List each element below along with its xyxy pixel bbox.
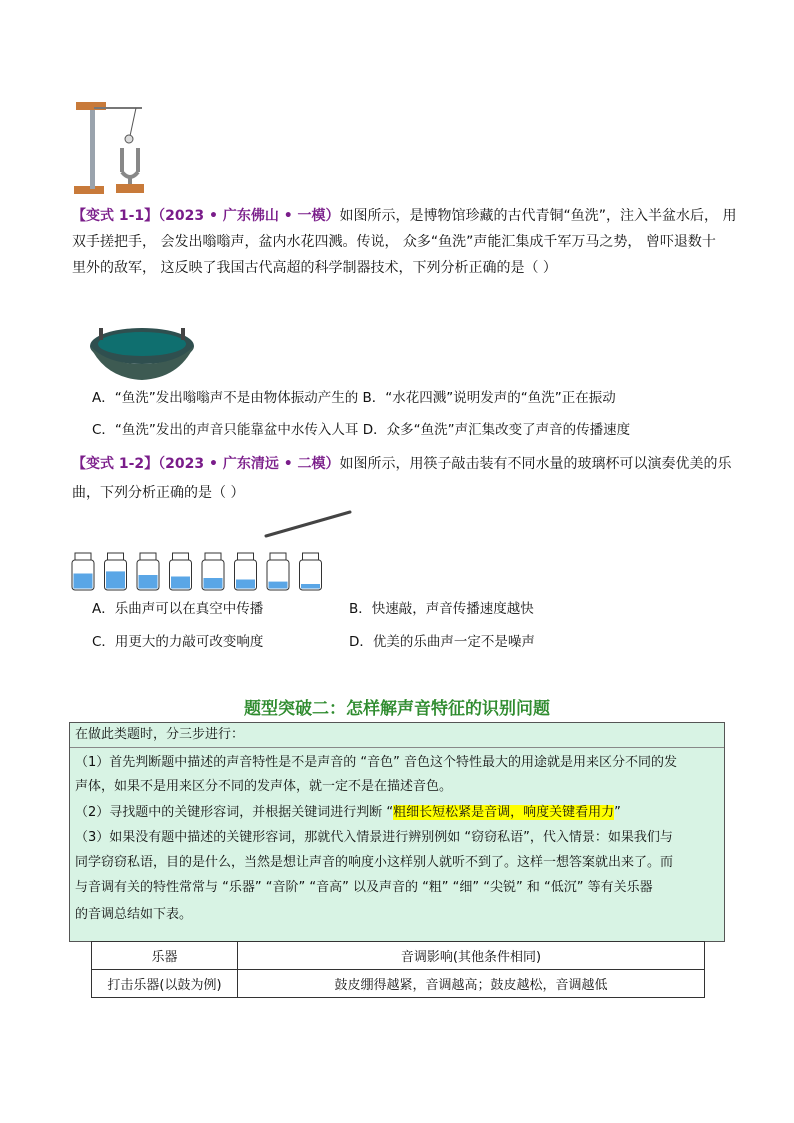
question-2-source: （2023 • 广东清远 • 二模）	[158, 456, 340, 472]
question-1-options-cd: C．“鱼洗”发出的声音只能靠盆中水传入人耳 D．众多“鱼洗”声汇集改变了声音的传播速度	[92, 422, 631, 438]
glass-jar	[137, 553, 159, 590]
table-header-instrument: 乐器	[92, 942, 238, 970]
question-1-tag: 【变式 1-1】	[72, 208, 159, 224]
method-box-step-2-end: ”	[614, 805, 621, 820]
section-title: 题型突破二：怎样解声音特征的识别问题	[244, 699, 550, 719]
question-2-line-2: 曲，下列分析正确的是（ ）	[72, 485, 245, 501]
jar-water	[139, 575, 158, 589]
method-box-line-4	[75, 801, 621, 825]
method-box-line-8: 的音调总结如下表。	[75, 907, 193, 922]
table-row	[92, 970, 705, 998]
method-box-line-6: 同学窃窃私语，目的是什么，当然是想让声音的响度小这样别人就听不到了。这样一想答案就出来了。而	[75, 855, 674, 870]
glass-jar	[105, 553, 127, 590]
method-box-line-7: 与音调有关的特性常常与 “乐器” “音阶” “音高” 以及声音的 “粗” “细” “尖锐” 和 “低沉” 等有关乐器	[75, 880, 653, 895]
question-1-text-1: 如图所示，是博物馆珍藏的古代青铜“鱼洗”，注入半盆水后， 用	[339, 208, 737, 224]
chopstick-image	[262, 508, 354, 540]
method-box-line-3: 声体，如果不是用来区分不同的发声体，就一定不是在描述音色。	[75, 779, 453, 794]
method-box	[69, 722, 725, 942]
question-1-options-ab: A．“鱼洗”发出嗡嗡声不是由物体振动产生的 B．“水花四溅”说明发声的“鱼洗”正在振动	[92, 390, 616, 406]
jar-water	[301, 584, 320, 589]
question-2-option-a: A．乐曲声可以在真空中传播	[92, 601, 264, 617]
table-cell-instrument: 打击乐器(以鼓为例)	[92, 970, 238, 998]
method-box-divider	[70, 747, 724, 748]
glass-jar	[235, 553, 257, 590]
question-1-source: （2023 • 广东佛山 • 一模）	[158, 208, 340, 224]
jar-water	[269, 582, 288, 589]
jar-water	[106, 571, 125, 588]
question-2-text-1: 如图所示，用筷子敲击装有不同水量的玻璃杯可以演奏优美的乐	[339, 456, 732, 472]
question-2-tag: 【变式 1-2】	[72, 456, 159, 472]
jar-water	[74, 574, 93, 589]
jar-water	[204, 578, 223, 589]
question-2-option-b: B．快速敲，声音传播速度越快	[349, 601, 534, 617]
glass-jar	[202, 553, 224, 590]
jar-water	[171, 577, 190, 589]
table-header-pitch-effect: 音调影响(其他条件相同)	[238, 942, 705, 970]
question-2-option-d: D．优美的乐曲声一定不是噪声	[349, 634, 535, 650]
glass-jar	[267, 553, 289, 590]
instrument-pitch-table	[91, 941, 705, 998]
question-1-line-3: 里外的敌军， 这反映了我国古代高超的科学制器技术，下列分析正确的是（ ）	[72, 260, 557, 276]
method-box-line-1: 在做此类题时，分三步进行：	[75, 727, 245, 742]
glass-jars-image	[70, 550, 330, 595]
jar-water	[236, 580, 255, 589]
question-2-option-c: C．用更大的力敲可改变响度	[92, 634, 264, 650]
question-2-line-1	[72, 451, 732, 477]
glass-jar	[170, 553, 192, 590]
table-header-row	[92, 942, 705, 970]
method-box-step-2: （2）寻找题中的关键形容词，并根据关键词进行判断 “	[75, 805, 394, 820]
question-1-line-2: 双手搓把手， 会发出嗡嗡声，盆内水花四溅。传说， 众多“鱼洗”声能汇集成千军万马之势， 曾吓退数十	[72, 234, 716, 250]
glass-jar	[300, 553, 322, 590]
tuning-fork-apparatus-image	[70, 98, 165, 198]
glass-jar	[72, 553, 94, 590]
highlighted-key-phrase: 粗细长短松紧是音调，响度关键看用力	[393, 805, 615, 820]
method-box-line-5: （3）如果没有题中描述的关键形容词，那就代入情景进行辨别例如 “窃窃私语”，代入情景：如果我们与	[75, 830, 673, 845]
table-cell-pitch-effect: 鼓皮绷得越紧，音调越高；鼓皮越松，音调越低	[238, 970, 705, 998]
method-box-line-2: （1）首先判断题中描述的声音特性是不是声音的 “音色” 音色这个特性最大的用途就是用来区分不同的发	[75, 755, 678, 770]
bronze-basin-image	[85, 316, 200, 384]
question-1-line-1	[72, 203, 737, 229]
